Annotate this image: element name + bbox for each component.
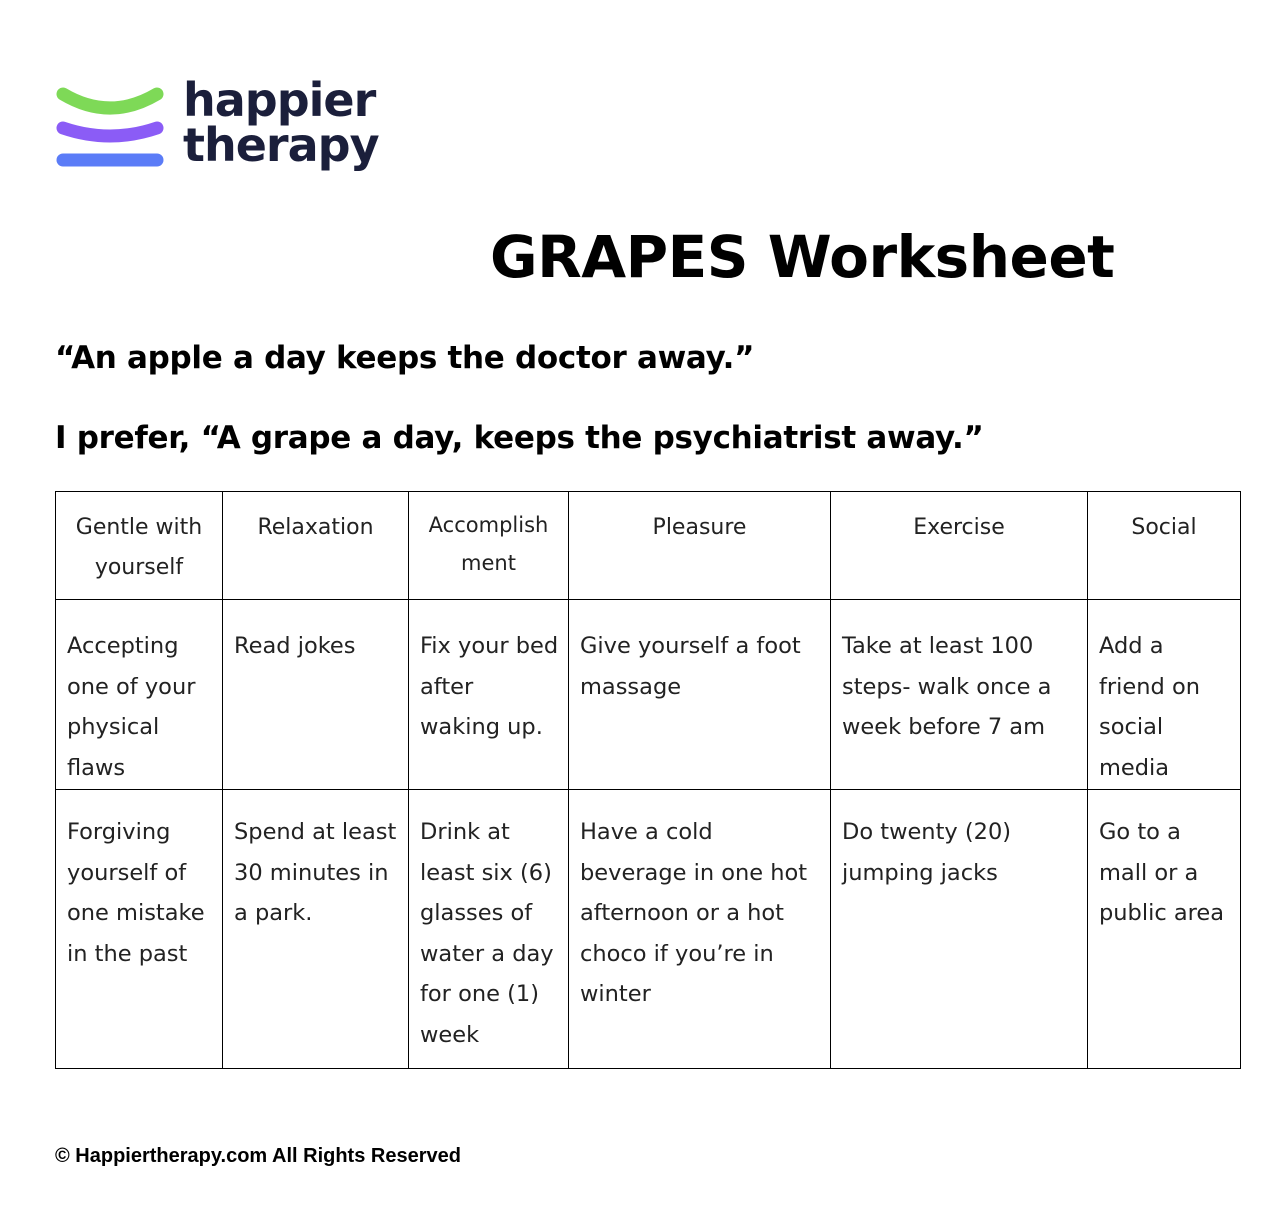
table-cell: Do twenty (20) jumping jacks (831, 790, 1088, 1069)
table-cell: Have a cold beverage in one hot afternoon or a hot choco if you’re in winter (569, 790, 831, 1069)
quote-grape: I prefer, “A grape a day, keeps the psychiatrist away.” (55, 420, 984, 456)
table-row (56, 790, 1241, 1069)
header-relaxation: Relaxation (223, 492, 409, 600)
grapes-table (55, 491, 1241, 1069)
table-cell: Give yourself a foot massage (569, 600, 831, 790)
table-header-row (56, 492, 1241, 600)
brand-name (183, 73, 379, 172)
page-title: GRAPES Worksheet (490, 223, 1115, 291)
table-cell: Take at least 100 steps- walk once a week before 7 am (831, 600, 1088, 790)
brand-logo (55, 73, 395, 188)
header-social: Social (1088, 492, 1241, 600)
table-cell: Forgiving yourself of one mistake in the past (56, 790, 223, 1069)
table-cell: Read jokes (223, 600, 409, 790)
happier-therapy-stripes-icon (55, 82, 165, 172)
brand-name-line2: therapy (183, 118, 379, 172)
table-row (56, 600, 1241, 790)
quote-apple: “An apple a day keeps the doctor away.” (55, 340, 755, 376)
header-pleasure: Pleasure (569, 492, 831, 600)
table-cell: Add a friend on social media (1088, 600, 1241, 790)
table-cell: Spend at least 30 minutes in a park. (223, 790, 409, 1069)
copyright-footer: © Happiertherapy.com All Rights Reserved (55, 1145, 461, 1167)
header-exercise: Exercise (831, 492, 1088, 600)
table-cell: Fix your bed after waking up. (409, 600, 569, 790)
table-cell: Accepting one of your physical flaws (56, 600, 223, 790)
header-gentle: Gentle with yourself (56, 492, 223, 600)
brand-name-line1: happier (183, 73, 376, 127)
table-cell: Drink at least six (6) glasses of water a day for one (1) week (409, 790, 569, 1069)
header-accomplishment: Accomplish ment (409, 492, 569, 600)
table-cell: Go to a mall or a public area (1088, 790, 1241, 1069)
